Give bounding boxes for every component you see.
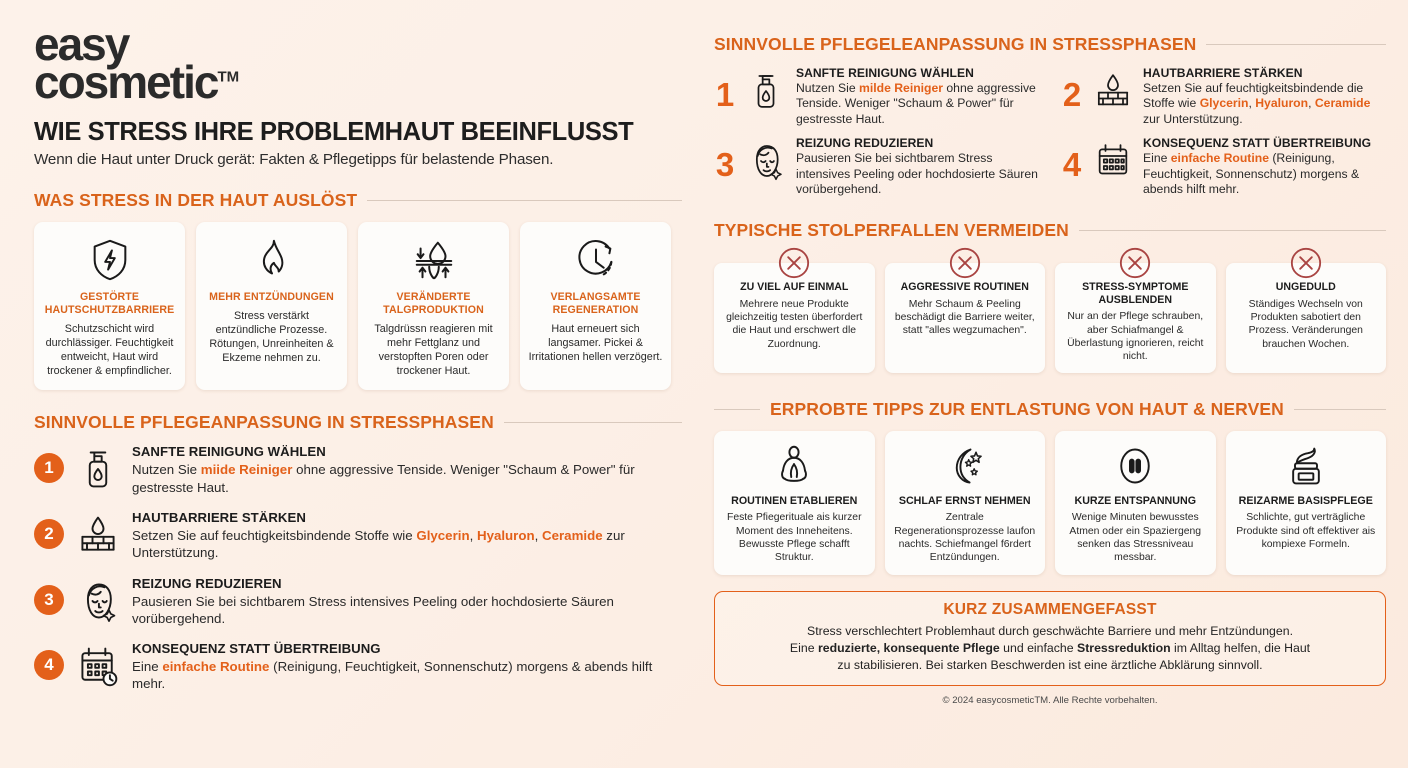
pitfall-title: AGGRESSIVE ROUTINEN bbox=[900, 280, 1029, 293]
pitfall-body: Mehr Schaum & Peeling beschädigt die Barriere weiter, statt "alles wegzumachen". bbox=[894, 298, 1035, 337]
body-text: , bbox=[1248, 96, 1256, 111]
section-divider bbox=[1294, 409, 1386, 410]
sebum-drop-icon bbox=[411, 235, 457, 285]
highlight-text: miide Reiniger bbox=[200, 462, 293, 478]
care-steps-list bbox=[34, 444, 682, 692]
step-body bbox=[1143, 151, 1386, 197]
tips-card-row bbox=[714, 431, 1386, 575]
section-divider bbox=[1206, 44, 1386, 45]
step-heading: KONSEQUENZ STATT ÜBERTREIBUNG bbox=[1143, 136, 1372, 151]
body-text: (Reinigung, Feuchtigkeit, Sonnenschutz) morgens & abends hilft mehr. bbox=[132, 659, 653, 692]
summary-body bbox=[731, 623, 1369, 674]
step-heading: REIZUNG REDUZIEREN bbox=[796, 136, 934, 151]
step-number-badge: 4 bbox=[34, 650, 64, 680]
summary-box bbox=[714, 591, 1386, 686]
step-heading: HAUTBARRIERE STÄRKEN bbox=[1143, 66, 1303, 80]
body-text: Pausieren Sie bei sichtbarem Stress intensives Peeling oder hochdosierte Säuren vorübergehend. bbox=[132, 593, 614, 626]
step-heading: SANFTE REINIGUNG WÄHLEN bbox=[796, 66, 974, 80]
highlight-text: Ceramide bbox=[1314, 96, 1371, 111]
step-body bbox=[796, 151, 1039, 197]
moon-stars-icon bbox=[943, 443, 987, 489]
pitfall-body: Ständiges Wechseln von Produkten sabotiert den Prozess. Veränderungen brauchen Wochen. bbox=[1248, 298, 1363, 350]
summary-line-3: zu stabilisieren. Bei starken Beschwerden ist eine ärztliche Abklärung sinnvoll. bbox=[837, 657, 1263, 672]
tip-body: Feste Pfiegerituale ais kurzer Moment des Inneheitens. Bewusste Pflege schafft Struktur. bbox=[726, 512, 862, 564]
step-heading: KONSEQUENZ STATT ÜBERTREIBUNG bbox=[132, 641, 381, 657]
step-body bbox=[132, 658, 682, 693]
section-divider bbox=[504, 422, 682, 423]
section-title-causes: WAS STRESS IN DER HAUT AUSLÖST bbox=[34, 190, 358, 211]
summary-line-2d: Stressreduktion bbox=[1077, 640, 1171, 655]
step-body bbox=[1143, 81, 1386, 127]
cause-title: MEHR ENTZÜNDUNGEN bbox=[209, 291, 334, 304]
flame-icon bbox=[249, 235, 295, 285]
tip-card bbox=[1055, 431, 1216, 575]
body-text: Nutzen Sie bbox=[796, 81, 860, 95]
body-text: ohne aggressive Tenside. Weniger "Schaum & Power" für gestresste Haut. bbox=[132, 462, 635, 495]
cause-card bbox=[196, 222, 347, 390]
body-text: Setzen Sie auf feuchtigkeitsbindende die Stoffe wie bbox=[1143, 81, 1364, 111]
x-circle-icon bbox=[1286, 243, 1326, 283]
body-text: zur Unterstützung. bbox=[132, 528, 625, 561]
calendar-icon bbox=[1092, 140, 1134, 182]
summary-line-2c: und einfache bbox=[999, 640, 1077, 655]
cause-card bbox=[358, 222, 509, 390]
summary-line-2a: Eine bbox=[789, 640, 818, 655]
highlight-text: einfache Routine bbox=[162, 659, 270, 675]
x-circle-icon bbox=[945, 243, 985, 283]
tip-title: SCHLAF ERNST NEHMEN bbox=[898, 494, 1031, 507]
step-number-badge: 1 bbox=[34, 453, 64, 483]
tip-card bbox=[885, 431, 1046, 575]
summary-line-2e: im Alltag helfen, die Haut bbox=[1170, 640, 1311, 655]
cause-body: Haut erneuert sich langsamer. Pickei & Irritationen hellen verzögert. bbox=[528, 323, 663, 364]
section-title-pitfalls: TYPISCHE STOLPERFALLEN VERMEIDEN bbox=[714, 219, 1069, 240]
brick-wall-drop-icon bbox=[1092, 70, 1134, 112]
tip-card bbox=[714, 431, 875, 575]
step-heading: SANFTE REINIGUNG WÄHLEN bbox=[132, 444, 326, 460]
summary-line-1: Stress verschlechtert Problemhaut durch geschwächte Barriere und mehr Entzündungen. bbox=[807, 623, 1293, 638]
section-divider bbox=[367, 200, 682, 201]
section-title-care-right: SINNVOLLE PFLEGELEANPASSUNG IN STRESSPHASEN bbox=[714, 34, 1197, 54]
care-step bbox=[1061, 136, 1386, 197]
step-number: 4 bbox=[1062, 146, 1082, 184]
highlight-text: Glycerin bbox=[1199, 96, 1249, 111]
care-step bbox=[714, 136, 1039, 197]
pause-circle-icon bbox=[1113, 443, 1157, 489]
section-divider bbox=[1079, 230, 1386, 231]
care-step bbox=[34, 641, 682, 693]
pump-bottle-icon bbox=[745, 70, 787, 112]
section-header-care-right bbox=[714, 34, 1386, 55]
cause-body: Stress verstärkt entzündliche Prozesse. Rötungen, Unreinheiten & Ekzeme nehmen zu. bbox=[209, 310, 334, 365]
care-step bbox=[34, 444, 682, 496]
step-body bbox=[132, 461, 682, 496]
highlight-text: Hyaluron bbox=[476, 528, 535, 543]
body-text: ohne aggressive Tenside. Weniger "Schaum & Power" für gestresste Haut. bbox=[796, 81, 1036, 126]
body-text: Nutzen Sie bbox=[132, 462, 201, 478]
body-text: Eine bbox=[1143, 151, 1171, 166]
x-circle-icon bbox=[774, 243, 814, 283]
pitfall-card bbox=[1226, 263, 1387, 373]
pitfall-card bbox=[1055, 263, 1216, 373]
highlight-text: Hyaluron bbox=[1255, 96, 1309, 111]
body-text: , bbox=[1308, 96, 1315, 111]
step-number: 3 bbox=[715, 146, 735, 184]
body-text: , bbox=[534, 528, 542, 543]
page-subtitle: Wenn die Haut unter Druck gerät: Fakten & Pflegetipps für belastende Phasen. bbox=[34, 151, 554, 169]
pitfall-title: STRESS-SYMPTOME AUSBLENDEN bbox=[1082, 280, 1189, 306]
face-icon bbox=[75, 578, 121, 624]
step-body bbox=[132, 527, 682, 562]
tip-card bbox=[1226, 431, 1387, 575]
step-number-badge: 2 bbox=[34, 519, 64, 549]
section-header-causes bbox=[34, 190, 682, 211]
step-body bbox=[796, 81, 1039, 127]
care-step bbox=[34, 576, 682, 628]
care-step bbox=[34, 510, 682, 562]
step-number: 2 bbox=[1062, 76, 1082, 113]
pump-bottle-icon bbox=[75, 446, 121, 492]
causes-card-row bbox=[34, 222, 682, 390]
cause-title: VERLANGSAMTE REGENERATION bbox=[550, 291, 641, 317]
care-step bbox=[714, 66, 1039, 127]
cause-body: Schutzschicht wird durchlässiger. Feuchtigkeit entweicht, Haut wird trockener & empfindlicher. bbox=[45, 323, 174, 378]
tip-body: Schlichte, gut verträgliche Produkte sind oft effektiver ais kompiexe Formeln. bbox=[1236, 512, 1376, 551]
pitfall-card bbox=[885, 263, 1046, 373]
cause-body: Talgdrüssn reagieren mit mehr Fettglanz und verstopften Poren oder trockener Haut. bbox=[374, 323, 493, 378]
body-text: (Reinigung, Feuchtigkeit, Sonnenschutz) morgens & abends hilft mehr. bbox=[1143, 151, 1360, 197]
shield-bolt-icon bbox=[87, 235, 133, 285]
pitfall-card bbox=[714, 263, 875, 373]
body-text: , bbox=[469, 528, 477, 543]
copyright-footer: © 2024 easycosmeticTM. Alle Rechte vorbehalten. bbox=[942, 694, 1158, 706]
body-text: Pausieren Sie bei sichtbarem Stress intensives Peeling oder hochdosierte Säuren vorübergehend. bbox=[796, 151, 1038, 197]
left-column bbox=[0, 0, 700, 768]
pitfall-body: Nur an der Pflege schrauben, aber Schiafmangel & Überlastung ignorieren, reicht nicht. bbox=[1067, 311, 1204, 363]
x-circle-icon bbox=[1115, 243, 1155, 283]
calendar-clock-icon bbox=[75, 643, 121, 689]
highlight-text: milde Reiniger bbox=[859, 81, 943, 95]
summary-line-2b: reduzierte, konsequente Pflege bbox=[817, 640, 1000, 655]
highlight-text: Ceramide bbox=[542, 528, 603, 543]
brand-line-1: easy bbox=[34, 18, 129, 70]
step-heading: HAUTBARRIERE STÄRKEN bbox=[132, 510, 306, 525]
body-text: Setzen Sie auf feuchtigkeitsbindende Stoffe wie bbox=[132, 528, 417, 543]
pitfalls-card-row bbox=[714, 263, 1386, 373]
brand-line-2: cosmetic™ bbox=[34, 55, 240, 108]
page-title: WIE STRESS IHRE PROBLEMHAUT BEEINFLUSST bbox=[34, 118, 634, 147]
summary-title: KURZ ZUSAMMENGEFASST bbox=[943, 600, 1157, 618]
cream-jar-icon bbox=[1284, 443, 1328, 489]
tip-title: REIZARME BASISPFLEGE bbox=[1238, 494, 1373, 507]
brand-logo bbox=[34, 18, 682, 108]
section-header-pitfalls bbox=[714, 220, 1386, 241]
section-header-care-left bbox=[34, 412, 682, 433]
cause-card bbox=[520, 222, 671, 390]
brick-wall-drop-icon bbox=[75, 512, 121, 558]
step-heading: REIZUNG REDUZIEREN bbox=[132, 575, 282, 591]
cause-title: VERÄNDERTE TALGPRODUKTION bbox=[383, 291, 484, 317]
right-column bbox=[700, 0, 1408, 768]
step-number-badge: 3 bbox=[34, 585, 64, 615]
step-number: 1 bbox=[715, 76, 735, 113]
body-text: zur Unterstützung. bbox=[1143, 111, 1243, 126]
pitfall-title: ZU VIEL AUF EINMAL bbox=[740, 280, 849, 293]
highlight-text: einfache Routine bbox=[1170, 151, 1269, 166]
face-icon bbox=[745, 140, 787, 182]
care-steps-grid bbox=[714, 66, 1386, 198]
tip-body: Zentrale Regenerationsprozesse laufon nachts. Schiefmangel f6rdert Entzündungen. bbox=[894, 512, 1036, 564]
pitfall-body: Mehrere neue Produkte gleichzeitig testen überfordert die Haut und erschwert dle Zuordnung. bbox=[726, 298, 863, 350]
section-divider-left bbox=[714, 409, 760, 410]
step-body bbox=[132, 593, 682, 628]
meditation-icon bbox=[772, 443, 816, 489]
tip-title: KURZE ENTSPANNUNG bbox=[1074, 494, 1197, 507]
section-title-care-left: SINNVOLLE PFLEGEANPASSUNG IN STRESSPHASEN bbox=[34, 412, 494, 433]
section-header-tips bbox=[714, 399, 1386, 420]
highlight-text: Glycerin bbox=[416, 528, 470, 543]
cause-card bbox=[34, 222, 185, 390]
cause-title: GESTÖRTE HAUTSCHUTZBARRIERE bbox=[44, 291, 175, 317]
clock-icon bbox=[573, 235, 619, 285]
tip-title: ROUTINEN ETABLIEREN bbox=[731, 494, 858, 507]
pitfall-title: UNGEDULD bbox=[1275, 280, 1336, 293]
brand-tm: TM bbox=[217, 68, 240, 86]
section-title-tips: ERPROBTE TIPPS ZUR ENTLASTUNG VON HAUT & NERVEN bbox=[770, 398, 1284, 419]
tip-body: Wenige Minuten bewusstes Atmen oder ein Spaziergeng senken das Stressniveau messbar. bbox=[1069, 512, 1202, 564]
care-step bbox=[1061, 66, 1386, 127]
body-text: Eine bbox=[132, 659, 163, 675]
